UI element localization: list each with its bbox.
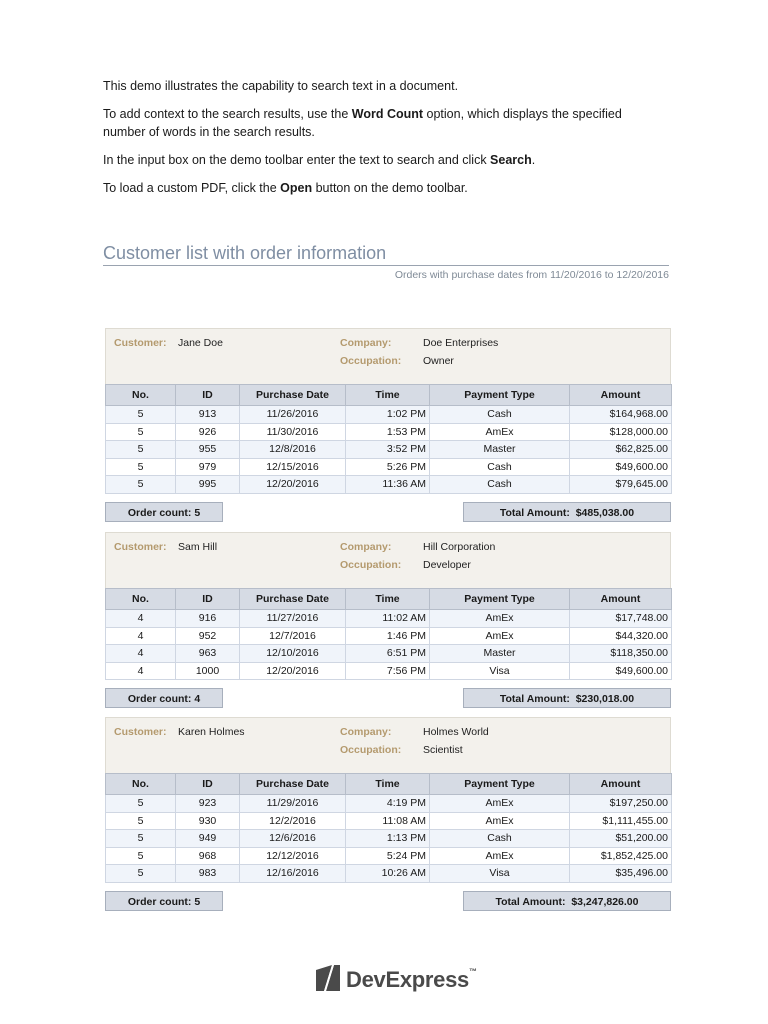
- cell-payment-type: Cash: [430, 476, 570, 494]
- customer-group: [105, 717, 671, 911]
- column-header-id: ID: [176, 774, 240, 795]
- cell-id: 983: [176, 865, 240, 883]
- cell-amount: $197,250.00: [570, 795, 672, 813]
- cell-no: 5: [106, 847, 176, 865]
- cell-amount: $17,748.00: [570, 610, 672, 628]
- cell-id: 995: [176, 476, 240, 494]
- table-row: [106, 627, 672, 645]
- cell-payment-type: AmEx: [430, 795, 570, 813]
- intro-text: [103, 77, 663, 207]
- order-count-value: 4: [194, 693, 201, 705]
- company-label: Company:: [340, 337, 392, 349]
- cell-purchase-date: 12/20/2016: [240, 476, 346, 494]
- table-row: [106, 476, 672, 494]
- cell-purchase-date: 11/26/2016: [240, 406, 346, 424]
- cell-payment-type: Cash: [430, 830, 570, 848]
- cell-id: 916: [176, 610, 240, 628]
- cell-time: 5:26 PM: [346, 458, 430, 476]
- occupation-value: Scientist: [423, 744, 463, 756]
- devexpress-logo-text: [346, 967, 477, 993]
- intro-p4-bold: Open: [280, 181, 313, 195]
- cell-time: 11:08 AM: [346, 812, 430, 830]
- cell-amount: $118,350.00: [570, 645, 672, 663]
- column-header-payment-type: Payment Type: [430, 774, 570, 795]
- column-header-purchase-date: Purchase Date: [240, 385, 346, 406]
- orders-header-row: [106, 385, 672, 406]
- cell-no: 5: [106, 441, 176, 459]
- orders-table: [105, 588, 672, 680]
- total-amount-label: Total Amount:: [499, 506, 570, 519]
- company-label: Company:: [340, 541, 392, 553]
- column-header-purchase-date: Purchase Date: [240, 589, 346, 610]
- column-header-no: No.: [106, 385, 176, 406]
- column-header-amount: Amount: [570, 385, 672, 406]
- group-footer: [105, 502, 671, 522]
- cell-id: 963: [176, 645, 240, 663]
- intro-p2-text-a: To add context to the search results, use the: [103, 107, 352, 121]
- cell-payment-type: Master: [430, 645, 570, 663]
- company-name: Hill Corporation: [423, 541, 496, 553]
- cell-purchase-date: 11/30/2016: [240, 423, 346, 441]
- total-amount-value: $485,038.00: [575, 506, 635, 519]
- table-row: [106, 423, 672, 441]
- occupation-value: Owner: [423, 355, 454, 367]
- cell-no: 5: [106, 830, 176, 848]
- intro-p1-text: This demo illustrates the capability to search text in a document.: [103, 79, 459, 93]
- cell-payment-type: Cash: [430, 458, 570, 476]
- column-header-time: Time: [346, 385, 430, 406]
- cell-purchase-date: 12/12/2016: [240, 847, 346, 865]
- intro-paragraph-4: [103, 179, 663, 197]
- table-row: [106, 830, 672, 848]
- cell-amount: $44,320.00: [570, 627, 672, 645]
- table-row: [106, 847, 672, 865]
- customer-label: Customer:: [114, 541, 167, 553]
- customer-info-panel: [105, 328, 671, 384]
- cell-amount: $49,600.00: [570, 458, 672, 476]
- customer-label: Customer:: [114, 337, 167, 349]
- cell-amount: $128,000.00: [570, 423, 672, 441]
- company-name: Doe Enterprises: [423, 337, 499, 349]
- logo-name: DevExpress: [346, 967, 469, 992]
- cell-payment-type: AmEx: [430, 610, 570, 628]
- column-header-payment-type: Payment Type: [430, 385, 570, 406]
- column-header-purchase-date: Purchase Date: [240, 774, 346, 795]
- total-amount-box: [463, 502, 671, 522]
- cell-time: 11:36 AM: [346, 476, 430, 494]
- cell-amount: $51,200.00: [570, 830, 672, 848]
- cell-amount: $49,600.00: [570, 662, 672, 680]
- orders-header-row: [106, 774, 672, 795]
- cell-amount: $1,852,425.00: [570, 847, 672, 865]
- order-count-box: [105, 502, 223, 522]
- cell-amount: $1,111,455.00: [570, 812, 672, 830]
- cell-time: 1:02 PM: [346, 406, 430, 424]
- table-row: [106, 441, 672, 459]
- cell-time: 11:02 AM: [346, 610, 430, 628]
- cell-no: 5: [106, 795, 176, 813]
- column-header-id: ID: [176, 589, 240, 610]
- intro-paragraph-3: [103, 151, 663, 169]
- order-count-value: 5: [194, 506, 201, 519]
- order-count-label: Order count:: [127, 693, 192, 705]
- cell-time: 6:51 PM: [346, 645, 430, 663]
- cell-payment-type: Master: [430, 441, 570, 459]
- cell-purchase-date: 12/8/2016: [240, 441, 346, 459]
- cell-id: 952: [176, 627, 240, 645]
- cell-no: 5: [106, 458, 176, 476]
- table-row: [106, 645, 672, 663]
- column-header-payment-type: Payment Type: [430, 589, 570, 610]
- order-count-label: Order count:: [127, 506, 192, 519]
- cell-purchase-date: 12/7/2016: [240, 627, 346, 645]
- cell-amount: $62,825.00: [570, 441, 672, 459]
- total-amount-box: [463, 688, 671, 708]
- cell-no: 4: [106, 627, 176, 645]
- group-footer: [105, 891, 671, 911]
- company-label: Company:: [340, 726, 392, 738]
- total-amount-label: Total Amount:: [499, 693, 570, 705]
- cell-amount: $35,496.00: [570, 865, 672, 883]
- cell-id: 926: [176, 423, 240, 441]
- cell-no: 5: [106, 476, 176, 494]
- total-amount-value: $3,247,826.00: [571, 895, 639, 908]
- column-header-amount: Amount: [570, 589, 672, 610]
- cell-no: 5: [106, 865, 176, 883]
- cell-id: 913: [176, 406, 240, 424]
- intro-p2-bold: Word Count: [351, 107, 424, 121]
- occupation-value: Developer: [423, 559, 471, 571]
- customer-name: Karen Holmes: [178, 726, 245, 738]
- table-row: [106, 406, 672, 424]
- column-header-amount: Amount: [570, 774, 672, 795]
- cell-payment-type: AmEx: [430, 627, 570, 645]
- order-count-box: [105, 688, 223, 708]
- occupation-label: Occupation:: [340, 559, 402, 571]
- cell-purchase-date: 12/15/2016: [240, 458, 346, 476]
- cell-purchase-date: 12/10/2016: [240, 645, 346, 663]
- devexpress-logo-icon: [316, 965, 340, 996]
- table-row: [106, 865, 672, 883]
- intro-p4-text-c: button on the demo toolbar.: [312, 181, 468, 195]
- orders-header-row: [106, 589, 672, 610]
- company-name: Holmes World: [423, 726, 489, 738]
- table-row: [106, 795, 672, 813]
- total-amount-box: [463, 891, 671, 911]
- customer-group: [105, 532, 671, 708]
- cell-payment-type: AmEx: [430, 423, 570, 441]
- cell-amount: $79,645.00: [570, 476, 672, 494]
- cell-payment-type: AmEx: [430, 847, 570, 865]
- cell-time: 4:19 PM: [346, 795, 430, 813]
- occupation-label: Occupation:: [340, 744, 402, 756]
- customer-info-panel: [105, 717, 671, 773]
- cell-no: 5: [106, 812, 176, 830]
- cell-purchase-date: 12/6/2016: [240, 830, 346, 848]
- cell-time: 1:53 PM: [346, 423, 430, 441]
- orders-table: [105, 384, 672, 494]
- cell-time: 1:13 PM: [346, 830, 430, 848]
- intro-p4-text-a: To load a custom PDF, click the: [103, 181, 281, 195]
- cell-payment-type: Cash: [430, 406, 570, 424]
- cell-id: 979: [176, 458, 240, 476]
- order-count-label: Order count:: [127, 895, 192, 908]
- cell-id: 930: [176, 812, 240, 830]
- customer-name: Jane Doe: [178, 337, 223, 349]
- order-count-box: [105, 891, 223, 911]
- customer-info-panel: [105, 532, 671, 588]
- cell-payment-type: Visa: [430, 865, 570, 883]
- cell-no: 5: [106, 423, 176, 441]
- intro-paragraph-1: [103, 77, 663, 95]
- column-header-no: No.: [106, 774, 176, 795]
- cell-purchase-date: 11/29/2016: [240, 795, 346, 813]
- cell-purchase-date: 11/27/2016: [240, 610, 346, 628]
- total-amount-value: $230,018.00: [575, 693, 635, 705]
- cell-id: 1000: [176, 662, 240, 680]
- cell-time: 7:56 PM: [346, 662, 430, 680]
- cell-id: 968: [176, 847, 240, 865]
- order-count-value: 5: [194, 895, 201, 908]
- intro-p3-bold: Search: [490, 153, 532, 167]
- cell-id: 923: [176, 795, 240, 813]
- cell-amount: $164,968.00: [570, 406, 672, 424]
- table-row: [106, 662, 672, 680]
- cell-time: 10:26 AM: [346, 865, 430, 883]
- cell-time: 1:46 PM: [346, 627, 430, 645]
- cell-no: 5: [106, 406, 176, 424]
- cell-no: 4: [106, 645, 176, 663]
- cell-no: 4: [106, 610, 176, 628]
- total-amount-label: Total Amount:: [495, 895, 566, 908]
- cell-time: 3:52 PM: [346, 441, 430, 459]
- column-header-id: ID: [176, 385, 240, 406]
- customer-label: Customer:: [114, 726, 167, 738]
- report-title: Customer list with order information: [103, 243, 669, 266]
- cell-no: 4: [106, 662, 176, 680]
- report-subtitle: Orders with purchase dates from 11/20/2016 to 12/20/2016: [394, 269, 669, 281]
- intro-p3-text-a: In the input box on the demo toolbar enter the text to search and click: [103, 153, 491, 167]
- occupation-label: Occupation:: [340, 355, 402, 367]
- cell-payment-type: AmEx: [430, 812, 570, 830]
- column-header-time: Time: [346, 774, 430, 795]
- table-row: [106, 812, 672, 830]
- cell-payment-type: Visa: [430, 662, 570, 680]
- devexpress-logo: [316, 965, 477, 995]
- customer-group: [105, 328, 671, 522]
- column-header-no: No.: [106, 589, 176, 610]
- intro-paragraph-2: [103, 105, 663, 141]
- cell-purchase-date: 12/2/2016: [240, 812, 346, 830]
- cell-time: 5:24 PM: [346, 847, 430, 865]
- customer-name: Sam Hill: [178, 541, 218, 553]
- cell-id: 955: [176, 441, 240, 459]
- cell-id: 949: [176, 830, 240, 848]
- group-footer: [105, 688, 671, 708]
- cell-purchase-date: 12/20/2016: [240, 662, 346, 680]
- column-header-time: Time: [346, 589, 430, 610]
- table-row: [106, 458, 672, 476]
- orders-table: [105, 773, 672, 883]
- intro-p2-text-c: option, which displays the specified number of words in the search results.: [103, 107, 622, 139]
- table-row: [106, 610, 672, 628]
- intro-p3-text-c: .: [531, 153, 536, 167]
- logo-trademark: ™: [468, 967, 477, 976]
- cell-purchase-date: 12/16/2016: [240, 865, 346, 883]
